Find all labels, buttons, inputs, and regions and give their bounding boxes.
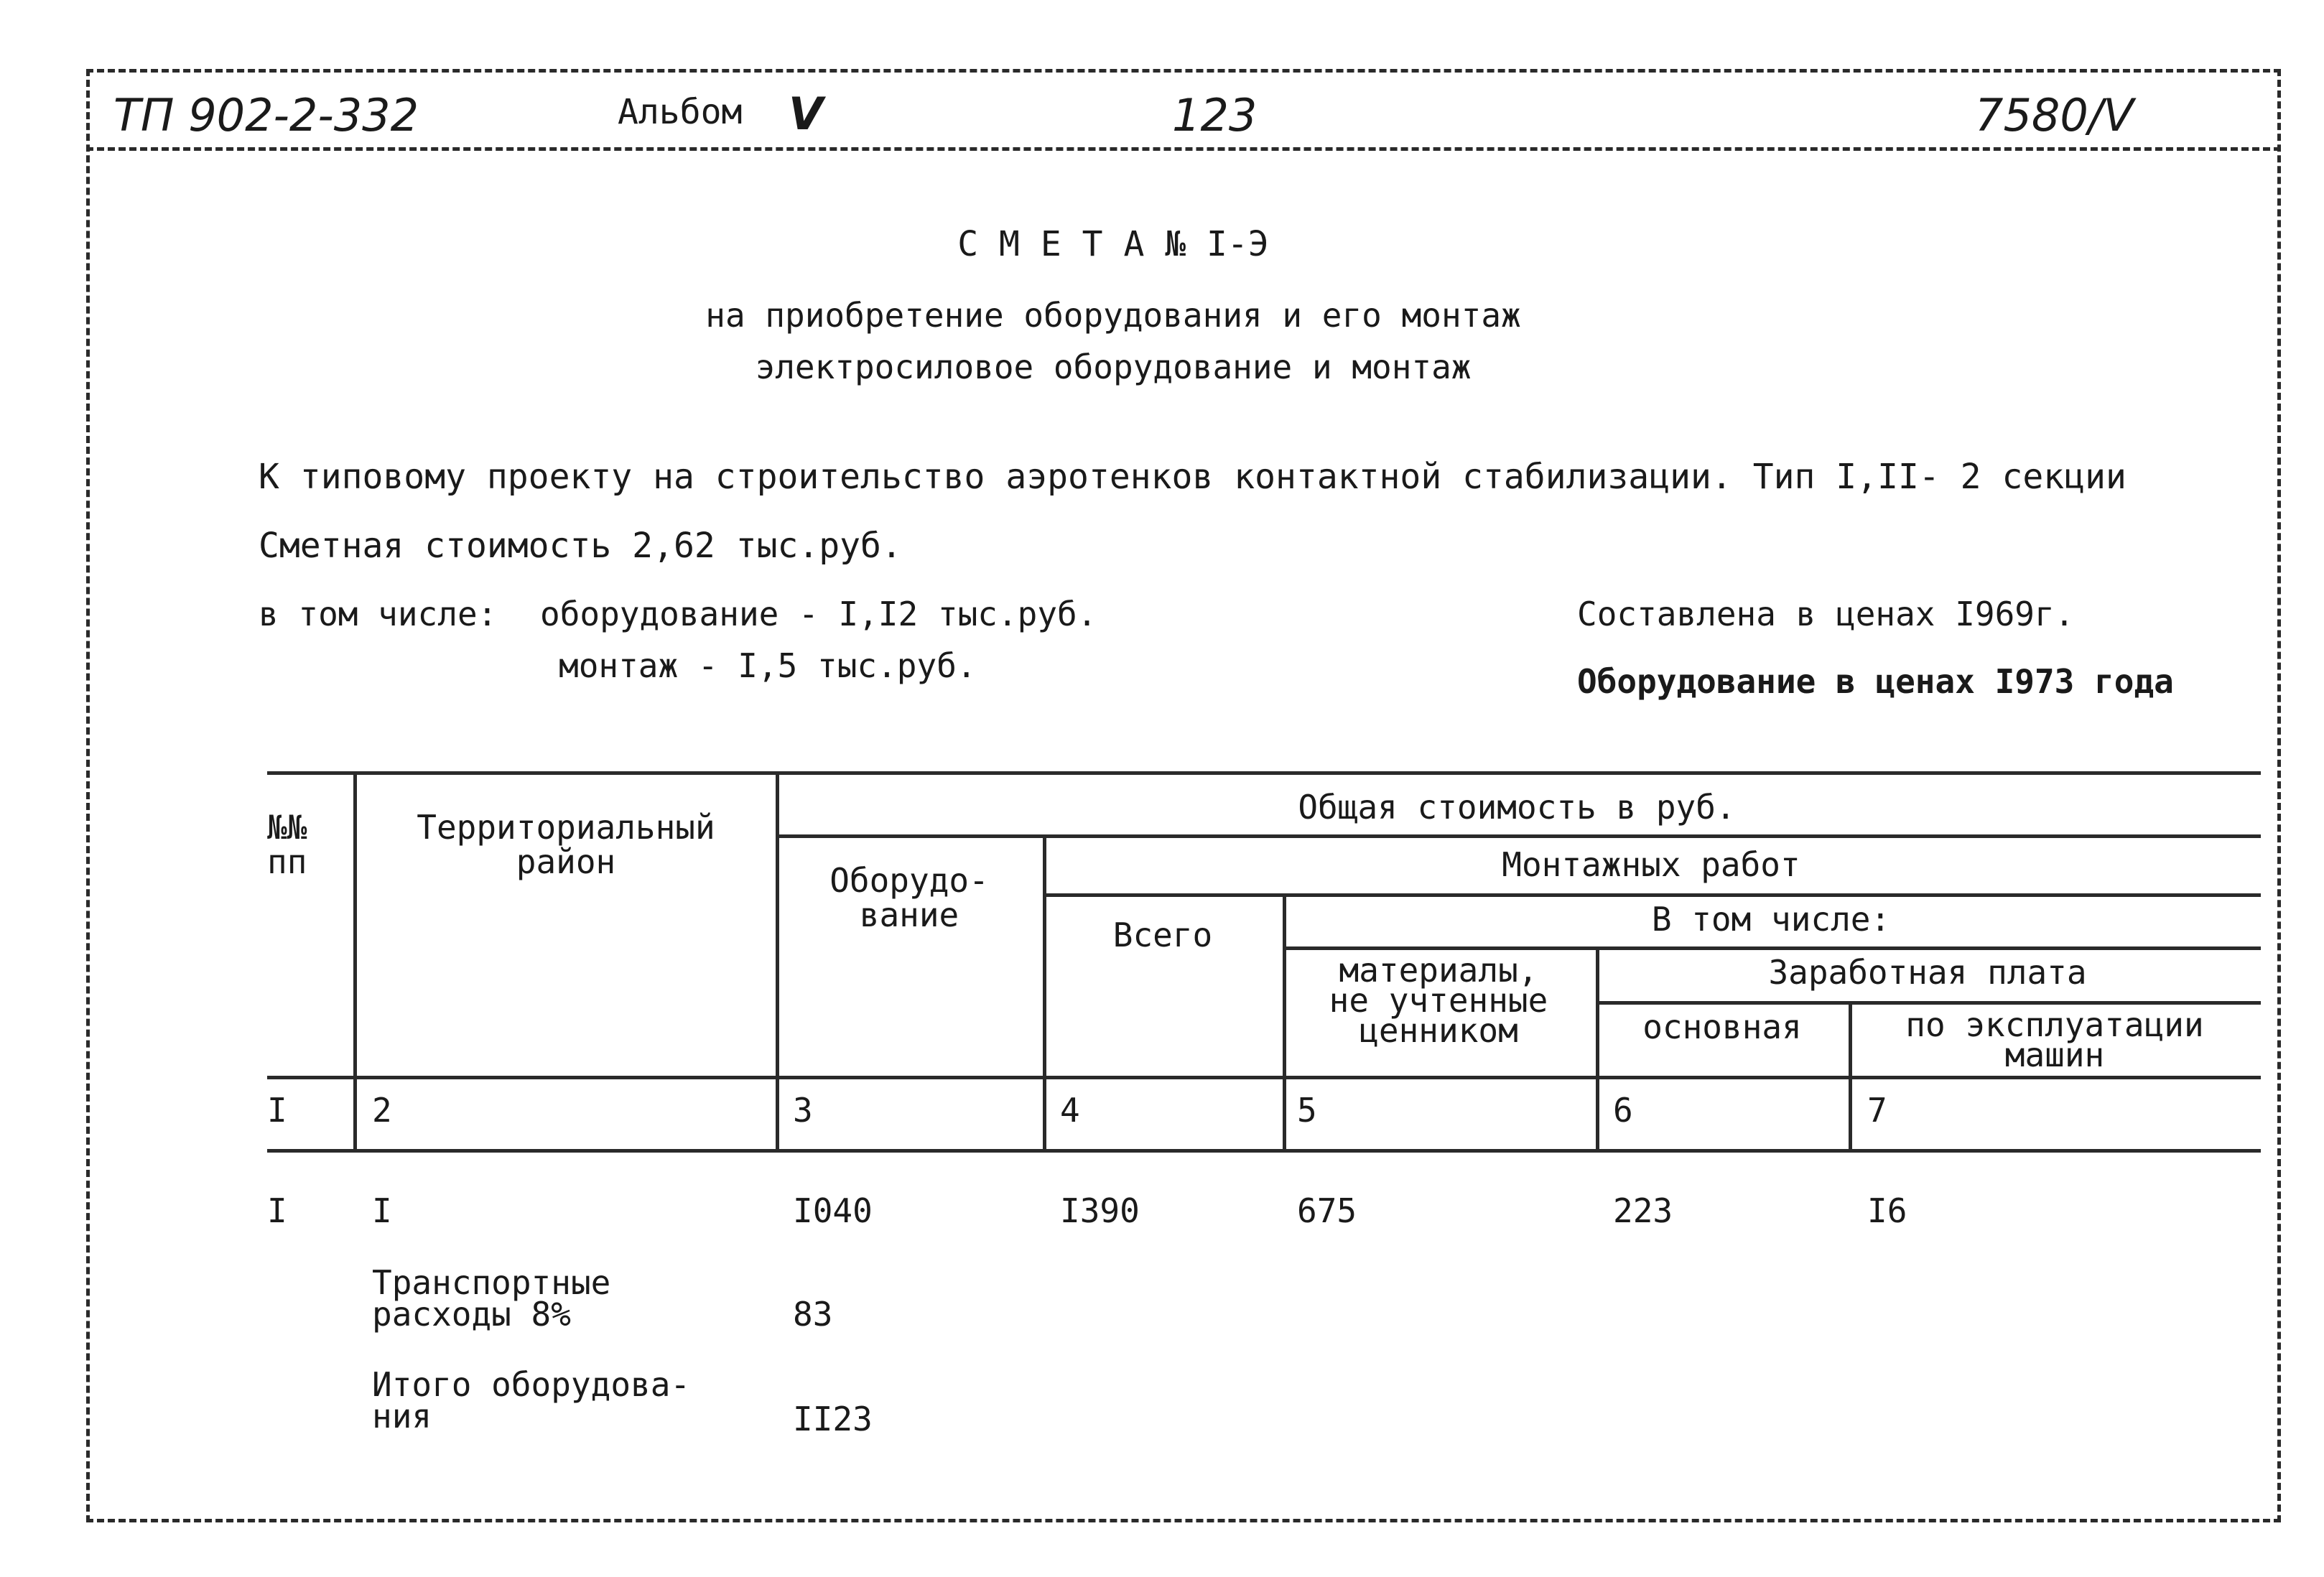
- total-equipment-value: II23: [793, 1400, 873, 1438]
- column-divider: [776, 771, 779, 1150]
- row-materials: 675: [1297, 1191, 1357, 1230]
- col-number-2: 2: [372, 1091, 392, 1130]
- table-line: [776, 834, 2261, 838]
- row-salary-machines: I6: [1867, 1191, 1907, 1230]
- project-code: ТП 902-2-332: [113, 89, 419, 141]
- table-line: [1283, 946, 2261, 950]
- header-total: Всего: [1112, 916, 1213, 954]
- header-total-cost: Общая стоимость в руб.: [1298, 788, 1736, 827]
- estimate-subtitle-2: электросиловое оборудование и монтаж: [755, 348, 1472, 386]
- col-number-1: I: [267, 1091, 287, 1130]
- page-number: 123: [1172, 89, 1258, 141]
- header-salary-machines: по эксплуатации машин: [1905, 1005, 2204, 1074]
- sheet-code: 7580/V: [1975, 89, 2134, 141]
- table-header-bottom: [267, 1076, 2261, 1079]
- header-montage: Монтажных работ: [1502, 845, 1800, 884]
- row-district: I: [372, 1191, 392, 1230]
- header-salary-basic: основная: [1642, 1008, 1802, 1046]
- header-materials: материалы, не учтенные ценником: [1329, 951, 1548, 1050]
- header-num: №№ пп: [267, 808, 307, 881]
- album-number: V: [789, 88, 823, 140]
- estimated-cost: Сметная стоимость 2,62 тыс.руб.: [259, 526, 902, 566]
- header-divider: [86, 147, 2281, 151]
- header-including: В том числе:: [1651, 900, 1891, 939]
- including-label: в том числе:: [259, 595, 498, 633]
- table-line: [1043, 893, 2261, 897]
- header-salary: Заработная плата: [1768, 953, 2087, 992]
- equipment-prices-year: Оборудование в ценах I973 года: [1577, 662, 2174, 701]
- album-label: Альбом: [618, 92, 743, 132]
- column-divider: [1043, 834, 1046, 1150]
- header-equipment: Оборудо- вание: [829, 861, 989, 934]
- table-line: [1596, 1001, 2261, 1005]
- prices-year: Составлена в ценах I969г.: [1577, 595, 2075, 633]
- transport-label: Транспортные расходы 8%: [372, 1263, 611, 1334]
- table-number-row-bottom: [267, 1149, 2261, 1153]
- header-district: Территориальный район: [417, 808, 715, 881]
- row-equipment: I040: [793, 1191, 873, 1230]
- column-divider: [353, 771, 357, 1150]
- transport-value: 83: [793, 1295, 833, 1334]
- row-num: I: [267, 1191, 287, 1230]
- estimate-title: С М Е Т А № I-Э: [957, 224, 1269, 264]
- col-number-4: 4: [1060, 1091, 1080, 1130]
- col-number-3: 3: [793, 1091, 813, 1130]
- project-description: К типовому проекту на строительство аэротенков контактной стабилизации. Тип I,II- 2 секции: [259, 457, 2127, 497]
- estimate-subtitle-1: на приобретение оборудования и его монтаж: [705, 296, 1521, 335]
- col-number-6: 6: [1613, 1091, 1633, 1130]
- row-salary-basic: 223: [1613, 1191, 1673, 1230]
- row-total: I390: [1060, 1191, 1140, 1230]
- table-top-border: [267, 771, 2261, 775]
- total-equipment-label: Итого оборудова- ния: [372, 1365, 691, 1436]
- col-number-5: 5: [1297, 1091, 1317, 1130]
- col-number-7: 7: [1867, 1091, 1887, 1130]
- equipment-cost: оборудование - I,I2 тыс.руб.: [540, 595, 1097, 633]
- montage-cost: монтаж - I,5 тыс.руб.: [559, 646, 977, 685]
